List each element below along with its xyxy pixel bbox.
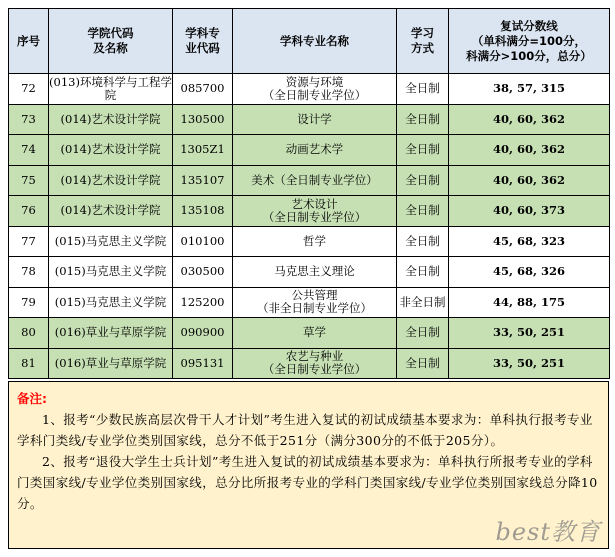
row-college: (015)马克思主义学院 — [49, 226, 173, 257]
table-row — [9, 165, 610, 196]
row-mode: 全日制 — [397, 135, 449, 166]
row-score: 40, 60, 362 — [449, 104, 610, 135]
row-score: 45, 68, 323 — [449, 226, 610, 257]
row-seq: 78 — [9, 257, 49, 288]
row-seq: 73 — [9, 104, 49, 135]
row-code: 085700 — [173, 74, 233, 105]
watermark-logo: best教育 — [495, 518, 601, 546]
row-mode: 全日制 — [397, 318, 449, 349]
row-score: 40, 60, 362 — [449, 165, 610, 196]
row-college: (014)艺术设计学院 — [49, 135, 173, 166]
row-seq: 77 — [9, 226, 49, 257]
row-college: (014)艺术设计学院 — [49, 196, 173, 227]
row-college: (013)环境科学与工程学院 — [49, 74, 173, 105]
table-body — [9, 74, 610, 379]
row-score: 45, 68, 326 — [449, 257, 610, 288]
row-code: 010100 — [173, 226, 233, 257]
row-code: 095131 — [173, 348, 233, 379]
row-mode: 全日制 — [397, 348, 449, 379]
row-seq: 75 — [9, 165, 49, 196]
row-seq: 76 — [9, 196, 49, 227]
note-paragraph-2: 2、报考“退役大学生士兵计划”考生进入复试的初试成绩基本要求为：单科执行所报考专业的学科门类国家线/专业学位类别国家线，总分比所报考专业的学科门类国家线/专业学位类别国家线总分降10分。 — [17, 454, 598, 511]
table-row — [9, 257, 610, 288]
row-code: 135107 — [173, 165, 233, 196]
row-seq: 81 — [9, 348, 49, 379]
table-row — [9, 318, 610, 349]
note-paragraph-1: 1、报考“少数民族高层次骨干人才计划”考生进入复试的初试成绩基本要求为：单科执行报考专业学科门类线/专业学位类别国家线，总分不低于251分（满分300分的不低于205分）。 — [17, 412, 593, 448]
table-header-row — [9, 9, 610, 74]
row-code: 1305Z1 — [173, 135, 233, 166]
table-row — [9, 348, 610, 379]
table-row — [9, 287, 610, 318]
table-row — [9, 135, 610, 166]
table-row — [9, 74, 610, 105]
row-score: 38, 57, 315 — [449, 74, 610, 105]
row-seq: 79 — [9, 287, 49, 318]
table-row — [9, 104, 610, 135]
notes-title: 备注: — [17, 391, 47, 406]
row-college: (014)艺术设计学院 — [49, 165, 173, 196]
row-major: 哲学 — [233, 226, 397, 257]
row-mode: 全日制 — [397, 165, 449, 196]
row-mode: 全日制 — [397, 104, 449, 135]
row-college: (014)艺术设计学院 — [49, 104, 173, 135]
row-mode: 全日制 — [397, 257, 449, 288]
row-major: 资源与环境 （全日制专业学位） — [233, 74, 397, 105]
header-college: 学院代码 及名称 — [49, 9, 173, 74]
row-mode: 全日制 — [397, 226, 449, 257]
row-code: 125200 — [173, 287, 233, 318]
header-major: 学科专业名称 — [233, 9, 397, 74]
row-code: 135108 — [173, 196, 233, 227]
row-mode: 非全日制 — [397, 287, 449, 318]
score-table — [8, 8, 610, 379]
row-college: (016)草业与草原学院 — [49, 348, 173, 379]
row-major: 设计学 — [233, 104, 397, 135]
table-row — [9, 226, 610, 257]
row-mode: 全日制 — [397, 196, 449, 227]
header-mode: 学习 方式 — [397, 9, 449, 74]
row-major: 马克思主义理论 — [233, 257, 397, 288]
row-college: (016)草业与草原学院 — [49, 318, 173, 349]
row-score: 33, 50, 251 — [449, 348, 610, 379]
row-seq: 80 — [9, 318, 49, 349]
row-major: 农艺与种业 （全日制专业学位） — [233, 348, 397, 379]
row-seq: 74 — [9, 135, 49, 166]
header-seq: 序号 — [9, 9, 49, 74]
header-score: 复试分数线 （单科满分=100分， 科满分>100分，总分） — [449, 9, 610, 74]
row-major: 草学 — [233, 318, 397, 349]
row-major: 公共管理 （非全日制专业学位） — [233, 287, 397, 318]
row-major: 艺术设计 （全日制专业学位） — [233, 196, 397, 227]
row-score: 44, 88, 175 — [449, 287, 610, 318]
row-score: 40, 60, 362 — [449, 135, 610, 166]
header-code: 学科专 业代码 — [173, 9, 233, 74]
row-score: 40, 60, 373 — [449, 196, 610, 227]
row-code: 130500 — [173, 104, 233, 135]
row-code: 030500 — [173, 257, 233, 288]
table-row — [9, 196, 610, 227]
row-major: 动画艺术学 — [233, 135, 397, 166]
row-college: (015)马克思主义学院 — [49, 287, 173, 318]
row-score: 33, 50, 251 — [449, 318, 610, 349]
row-major: 美术（全日制专业学位） — [233, 165, 397, 196]
row-mode: 全日制 — [397, 74, 449, 105]
row-code: 090900 — [173, 318, 233, 349]
row-seq: 72 — [9, 74, 49, 105]
row-college: (015)马克思主义学院 — [49, 257, 173, 288]
